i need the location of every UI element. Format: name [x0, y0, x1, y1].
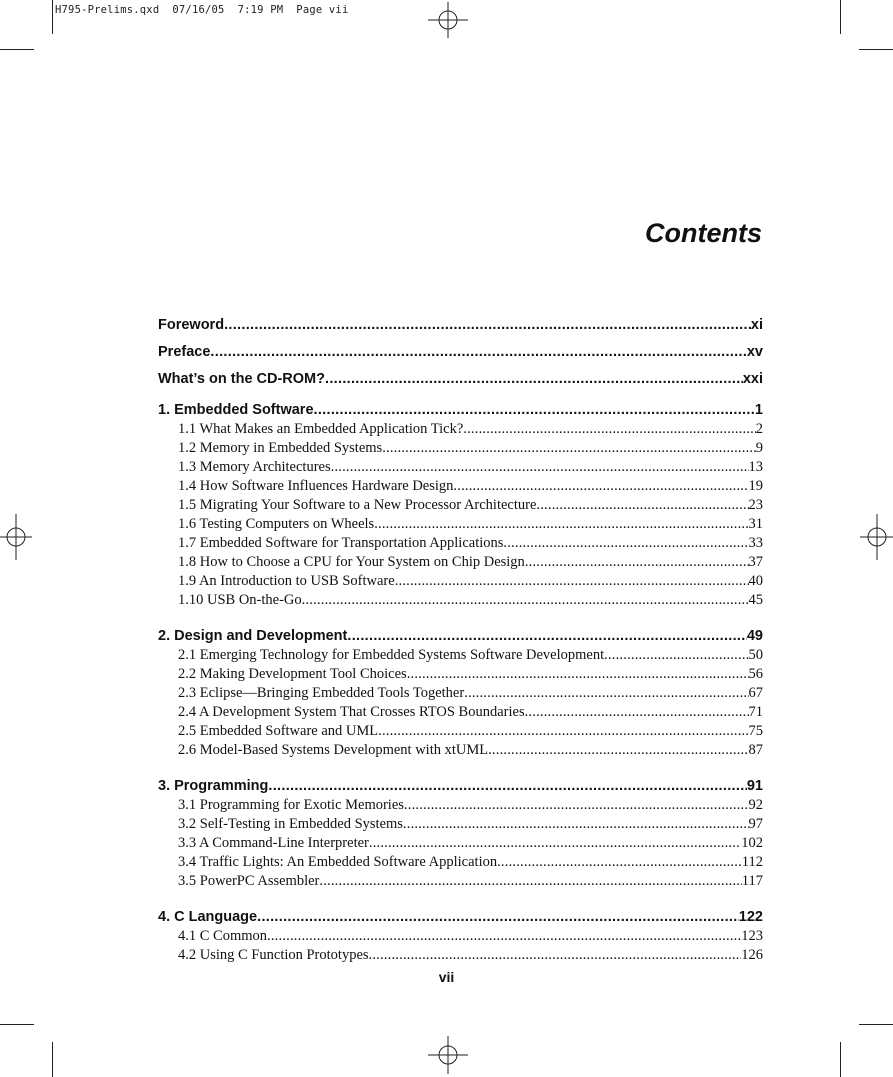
- toc-section-label: 2.6 Model-Based Systems Development with xtUML: [178, 742, 489, 758]
- toc-section[interactable]: [158, 534, 763, 553]
- toc-page-number: 56: [748, 666, 763, 682]
- toc-page-number: 40: [748, 573, 763, 589]
- toc-page-number: 49: [746, 628, 763, 644]
- toc-section[interactable]: [158, 458, 763, 477]
- toc-section-label: 3.4 Traffic Lights: An Embedded Software Application: [178, 854, 498, 870]
- registration-mark-top: [428, 2, 468, 38]
- toc-section[interactable]: [158, 853, 763, 872]
- toc-section-label: 2.4 A Development System That Crosses RTOS Boundaries: [178, 704, 525, 720]
- toc-section-label: 1.4 How Software Influences Hardware Design: [178, 478, 454, 494]
- toc-section[interactable]: [158, 684, 763, 703]
- toc-section[interactable]: [158, 646, 763, 665]
- toc-section-label: 1.5 Migrating Your Software to a New Processor Architecture: [178, 497, 537, 513]
- toc-page-number: 1: [754, 402, 763, 418]
- page-title: Contents: [645, 218, 762, 248]
- toc-section[interactable]: [158, 927, 763, 946]
- registration-mark-left: [0, 514, 32, 560]
- toc-section-label: 1.3 Memory Architectures: [178, 459, 331, 475]
- toc-section[interactable]: [158, 496, 763, 515]
- registration-mark-bottom: [428, 1036, 468, 1074]
- toc-section[interactable]: [158, 515, 763, 534]
- toc-page-number: xv: [746, 344, 763, 360]
- toc-section[interactable]: [158, 815, 763, 834]
- toc-page-number: xxi: [742, 371, 763, 387]
- toc-page-number: 2: [755, 421, 763, 437]
- toc-page-number: 19: [748, 478, 763, 494]
- toc-page-number: 37: [748, 554, 763, 570]
- page-number-folio: vii: [438, 969, 455, 985]
- toc-section-label: 3.1 Programming for Exotic Memories: [178, 797, 404, 813]
- toc-page-number: 122: [738, 909, 763, 925]
- toc-page-number: 75: [748, 723, 763, 739]
- toc-page-number: 23: [748, 497, 763, 513]
- toc-page-number: 31: [748, 516, 763, 532]
- toc-page-number: 92: [748, 797, 763, 813]
- toc-section[interactable]: [158, 834, 763, 853]
- toc-chapter-3[interactable]: [158, 776, 763, 796]
- toc-section-label: 4.2 Using C Function Prototypes: [178, 947, 369, 963]
- toc-chapter-label: 3. Programming: [158, 778, 269, 794]
- toc-section-label: 2.1 Emerging Technology for Embedded Systems Software Development: [178, 647, 605, 663]
- toc-entry-preface[interactable]: [158, 341, 763, 368]
- toc-page-number: 97: [748, 816, 763, 832]
- toc-page-number: 123: [741, 928, 763, 944]
- toc-section[interactable]: [158, 591, 763, 610]
- toc-chapter-label: 2. Design and Development: [158, 628, 348, 644]
- print-slug-line: H795-Prelims.qxd 07/16/05 7:19 PM Page vii: [55, 4, 349, 16]
- toc-section-label: 2.2 Making Development Tool Choices: [178, 666, 407, 682]
- toc-section[interactable]: [158, 796, 763, 815]
- toc-section-label: 3.2 Self-Testing in Embedded Systems: [178, 816, 403, 832]
- toc-section[interactable]: [158, 553, 763, 572]
- toc-chapter-1[interactable]: [158, 400, 763, 420]
- toc-page-number: 91: [746, 778, 763, 794]
- toc-chapter-4[interactable]: [158, 907, 763, 927]
- toc-section-label: 3.5 PowerPC Assembler: [178, 873, 320, 889]
- toc-section[interactable]: [158, 741, 763, 760]
- toc-section[interactable]: [158, 872, 763, 891]
- toc-section-label: 3.3 A Command-Line Interpreter: [178, 835, 369, 851]
- toc-page-number: xi: [750, 317, 763, 333]
- toc-page-number: 102: [741, 835, 763, 851]
- toc-section-label: 1.8 How to Choose a CPU for Your System on Chip Design: [178, 554, 525, 570]
- toc-section[interactable]: [158, 665, 763, 684]
- toc-section[interactable]: [158, 946, 763, 965]
- toc-chapter-2[interactable]: [158, 626, 763, 646]
- toc-section[interactable]: [158, 439, 763, 458]
- toc-entry-foreword[interactable]: [158, 314, 763, 341]
- toc-page-number: 50: [748, 647, 763, 663]
- toc-entry-cd-rom[interactable]: [158, 368, 763, 395]
- toc-section-label: 1.10 USB On-the-Go: [178, 592, 302, 608]
- toc-entry-label: What’s on the CD-ROM?: [158, 371, 325, 387]
- toc-page-number: 117: [741, 873, 763, 889]
- toc-section-label: 1.6 Testing Computers on Wheels: [178, 516, 375, 532]
- toc-section[interactable]: [158, 477, 763, 496]
- toc-page-number: 45: [748, 592, 763, 608]
- toc-page-number: 112: [741, 854, 763, 870]
- toc-section[interactable]: [158, 572, 763, 591]
- toc-page-number: 67: [748, 685, 763, 701]
- toc-section-label: 1.7 Embedded Software for Transportation Applications: [178, 535, 504, 551]
- registration-mark-right: [860, 514, 893, 560]
- toc-page-number: 71: [748, 704, 763, 720]
- toc-section-label: 1.2 Memory in Embedded Systems: [178, 440, 383, 456]
- toc-section[interactable]: [158, 722, 763, 741]
- toc-section-label: 2.5 Embedded Software and UML: [178, 723, 379, 739]
- toc-page-number: 9: [755, 440, 763, 456]
- toc-section[interactable]: [158, 703, 763, 722]
- toc-section-label: 1.1 What Makes an Embedded Application Tick?: [178, 421, 464, 437]
- toc-page-number: 33: [748, 535, 763, 551]
- toc-section-label: 4.1 C Common: [178, 928, 268, 944]
- toc-section[interactable]: [158, 420, 763, 439]
- toc-section-label: 2.3 Eclipse—Bringing Embedded Tools Together: [178, 685, 465, 701]
- table-of-contents: [158, 314, 763, 965]
- toc-page-number: 13: [748, 459, 763, 475]
- toc-page-number: 87: [748, 742, 763, 758]
- toc-entry-label: Preface: [158, 344, 211, 360]
- toc-section-label: 1.9 An Introduction to USB Software: [178, 573, 395, 589]
- toc-chapter-label: 1. Embedded Software: [158, 402, 314, 418]
- toc-chapter-label: 4. C Language: [158, 909, 258, 925]
- toc-page-number: 126: [741, 947, 763, 963]
- toc-entry-label: Foreword: [158, 317, 225, 333]
